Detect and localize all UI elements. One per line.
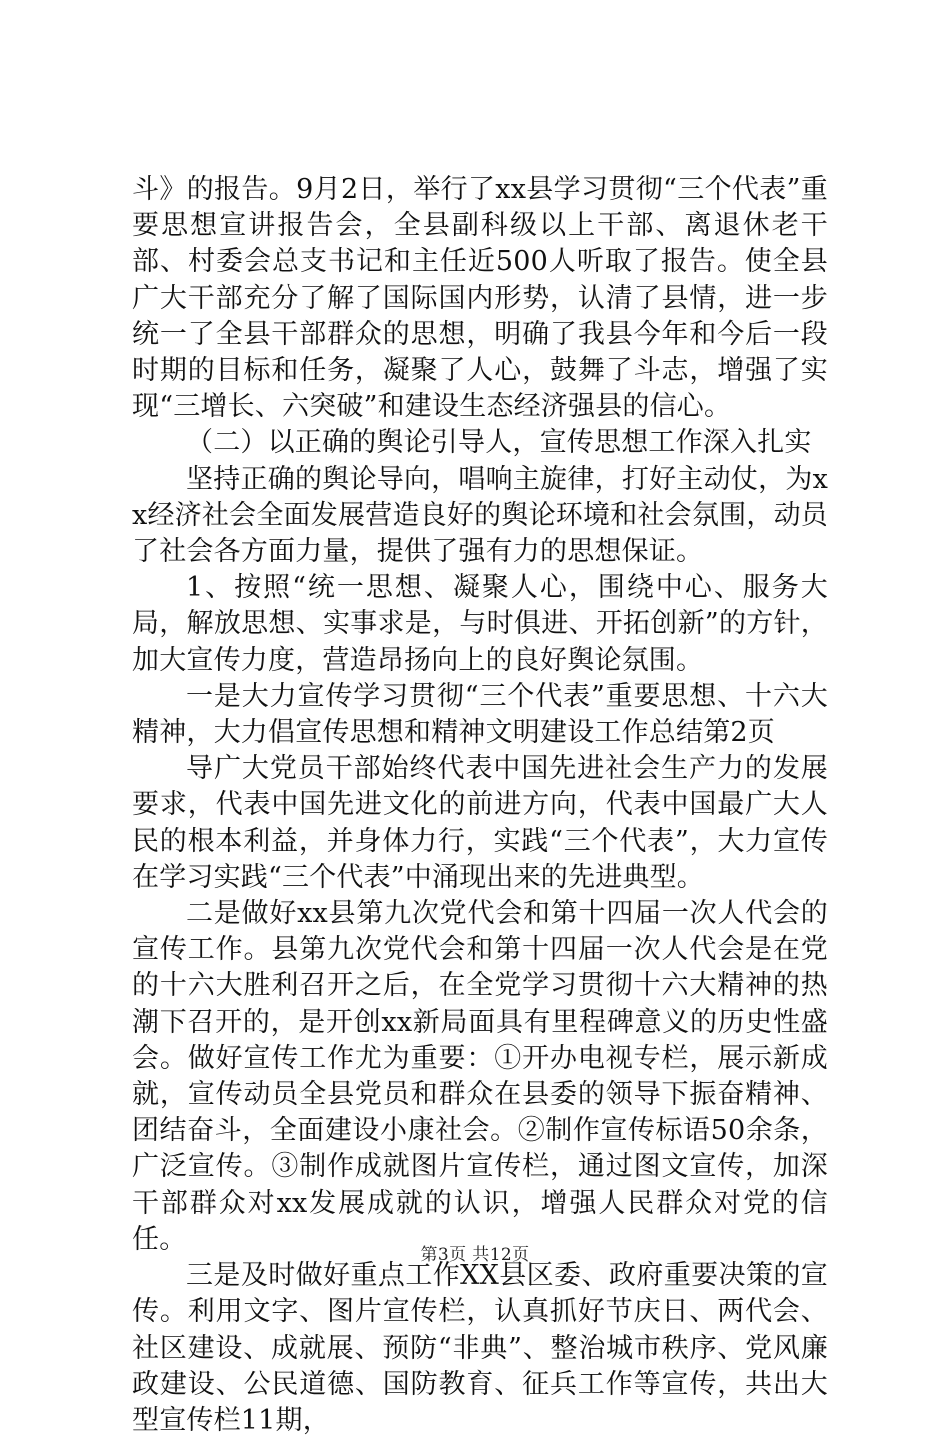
paragraph-1: 斗》的报告。9月2日，举行了xx县学习贯彻“三个代表”重要思想宣讲报告会，全县副科级以上干部、离退休老干部、村委会总支书记和主任近500人听取了报告。使全县广大干部充分了解了国际国内形势，认清了县情，进一步统一了全县干部群众的思想，明确了我县今年和今后一段时期的目标和任务，凝聚了人心，鼓舞了斗志，增强了实现“三增长、六突破”和建设生态经济强县的信心。 bbox=[132, 174, 828, 423]
section-heading: （二）以正确的舆论引导人，宣传思想工作深入扎实 bbox=[186, 427, 812, 459]
paragraph-6: 导广大党员干部始终代表中国先进社会生产力的发展要求，代表中国先进文化的前进方向，代表中国最广大人民的根本利益，并身体力行，实践“三个代表”，大力宣传在学习实践“三个代表”中涌现出来的先进典型。 bbox=[132, 753, 828, 893]
paragraph-8: 三是及时做好重点工作XX县区委、政府重要决策的宣传。利用文字、图片宣传栏，认真抓好节庆日、两代会、社区建设、成就展、预防“非典”、整治城市秩序、党风廉政建设、公民道德、国防教育、征兵工作等宣传，共出大型宣传栏11期， bbox=[132, 1260, 828, 1436]
paragraph-4: 1、按照“统一思想、凝聚人心，围绕中心、服务大局，解放思想、实事求是，与时俱进、开拓创新”的方针，加大宣传力度，营造昂扬向上的良好舆论氛围。 bbox=[132, 572, 828, 676]
paragraph-5: 一是大力宣传学习贯彻“三个代表”重要思想、十六大精神，大力倡宣传思想和精神文明建设工作总结第2页 bbox=[132, 680, 828, 749]
paragraph-3: 坚持正确的舆论导向，唱响主旋律，打好主动仗，为xx经济社会全面发展营造良好的舆论环境和社会氛围，动员了社会各方面力量，提供了强有力的思想保证。 bbox=[132, 463, 828, 568]
page-footer: 第3页 共12页 bbox=[420, 1245, 530, 1265]
paragraph-7: 二是做好xx县第九次党代会和第十四届一次人代会的宣传工作。县第九次党代会和第十四届一次人代会是在党的十六大胜利召开之后，在全党学习贯彻十六大精神的热潮下召开的，是开创xx新局面具有里程碑意义的历史性盛会。做好宣传工作尤为重要：①开办电视专栏，展示新成就，宣传动员全县党员和群众在县委的领导下振奋精神、团结奋斗，全面建设小康社会。②制作宣传标语50余条，广泛宣传。③制作成就图片宣传栏，通过图文宣传，加深干部群众对xx发展成就的认识，增强人民群众对党的信任。 bbox=[132, 898, 828, 1255]
